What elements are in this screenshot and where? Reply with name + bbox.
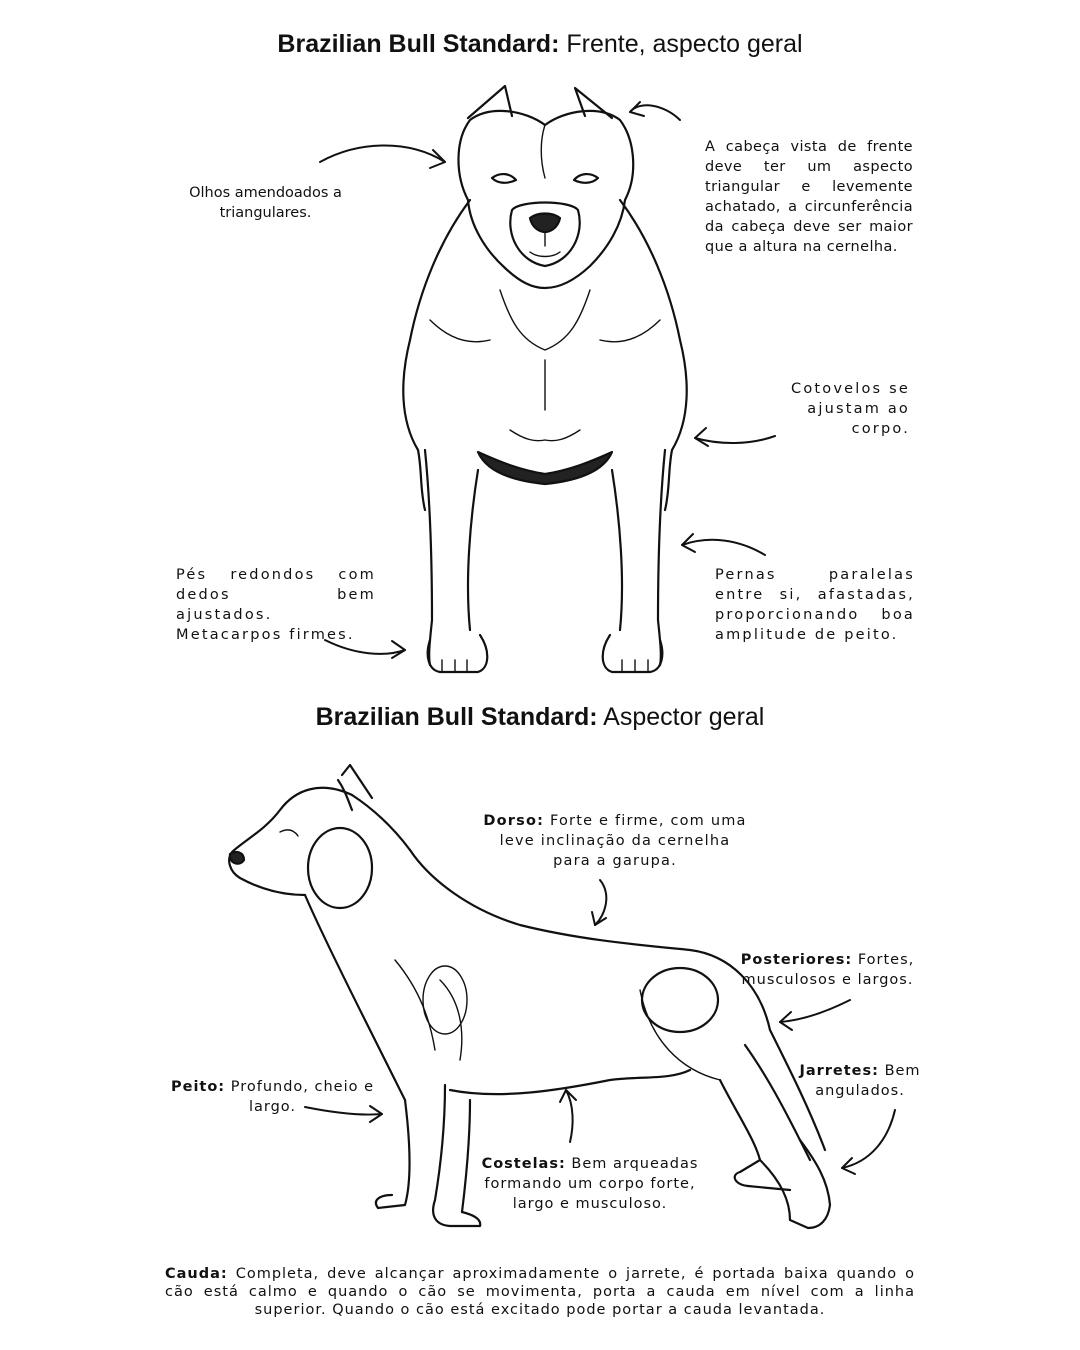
note-eyes: Olhos amendoados a triangulares. [189,185,342,221]
note-feet: Pés redondos com dedos bem ajustados. Metacarpos firmes. [176,567,376,643]
note-peito-text: Profundo, cheio e largo. [230,1079,375,1115]
note-elbows: Cotovelos se ajustam ao corpo. [791,381,910,437]
note-posteriores [735,950,920,990]
note-legs: Pernas paralelas entre si, afastadas, proporcionando boa amplitude de peito. [715,567,915,643]
note-costelas [475,1154,705,1214]
note-peito [160,1077,385,1117]
note-dorso-text: Forte e firme, com uma leve inclinação da cernelha para a garupa. [499,813,747,869]
note-costelas-label: Costelas: [481,1156,566,1172]
note-dorso-label: Dorso: [483,813,545,829]
front-title-rest: Frente, aspecto geral [566,30,803,58]
note-cauda-label: Cauda: [165,1266,228,1282]
note-cauda-text: Completa, deve alcançar aproximadamente o jarrete, é portada baixa quando o cão está calmo e quando o cão se movimenta, porta a cauda em nível com a linha superior. Quando o cão está excitado pode portar a cauda levantada. [165,1266,915,1318]
note-jarretes [795,1061,925,1101]
front-dog-drawing [403,86,686,672]
note-peito-label: Peito: [170,1079,226,1095]
note-dorso [480,811,750,871]
note-jarretes-text: Bem angulados. [815,1063,921,1099]
front-title-bold: Brazilian Bull Standard: [277,30,560,58]
side-title-rest: Aspector geral [603,703,765,731]
note-head: A cabeça vista de frente deve ter um aspecto triangular e levemente achatado, a circunferência da cabeça deve ser maior que a altura na cernelha. [705,139,913,255]
side-title-bold: Brazilian Bull Standard: [315,703,598,731]
note-cauda [165,1265,915,1319]
note-posteriores-text: Fortes, musculosos e largos. [741,952,915,988]
note-posteriores-label: Posteriores: [740,952,853,968]
note-costelas-text: Bem arqueadas formando um corpo forte, largo e musculoso. [484,1156,699,1212]
note-jarretes-label: Jarretes: [799,1063,879,1079]
